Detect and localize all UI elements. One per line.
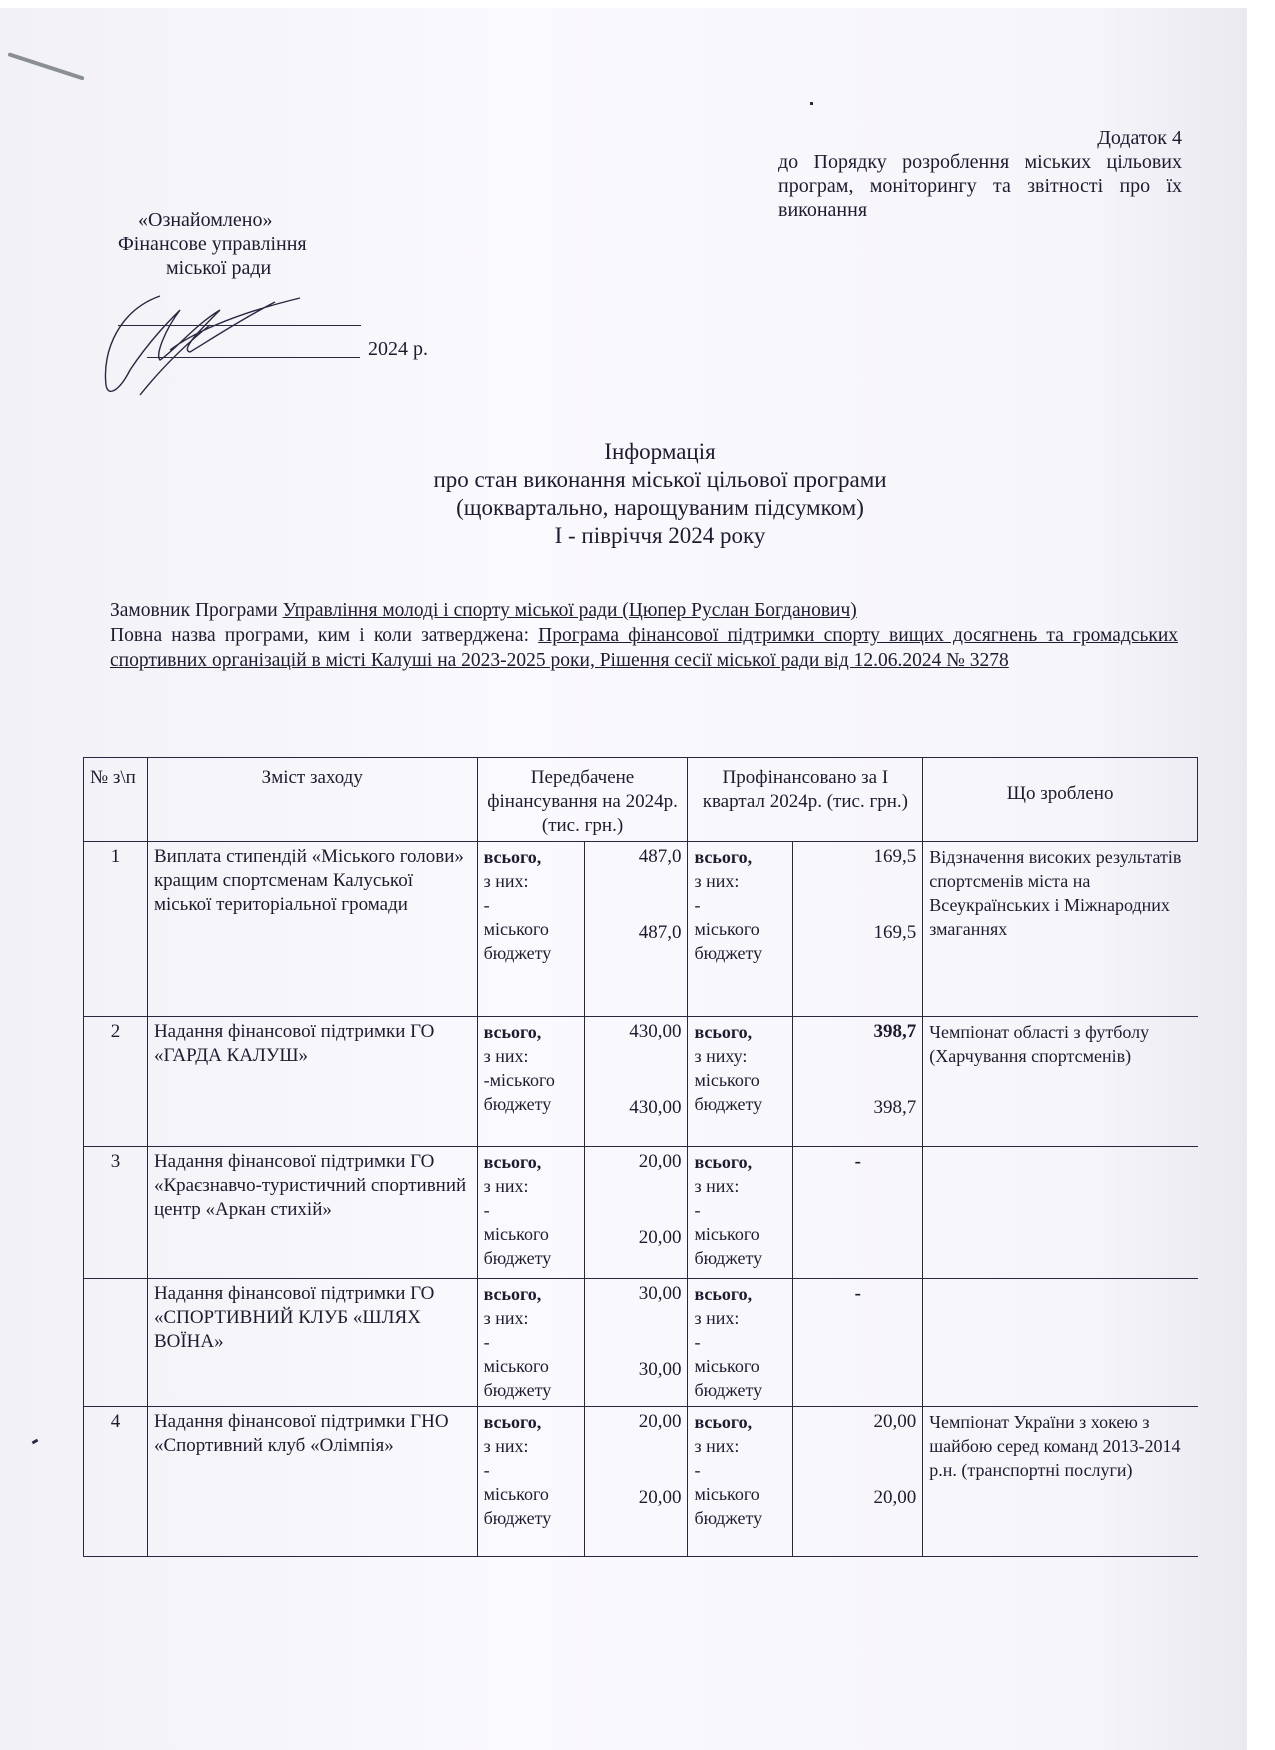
planned-label-breakdown: з них: -міського бюджету bbox=[483, 1046, 555, 1114]
title-line-4: І - півріччя 2024 року bbox=[554, 523, 766, 548]
funded-label-total: всього, bbox=[694, 1284, 753, 1304]
header-num: № з\п bbox=[84, 758, 148, 842]
planned-label-cell bbox=[477, 1147, 584, 1279]
funded-total-value: 398,7 bbox=[873, 1021, 917, 1042]
customer-value: Управління молоді і спорту міської ради (Цюпер Руслан Богданович) bbox=[282, 600, 857, 621]
funded-value-cell bbox=[793, 1407, 923, 1557]
scan-edge-right bbox=[1247, 0, 1275, 1750]
funded-value-cell bbox=[793, 842, 923, 1017]
row-result bbox=[923, 1147, 1198, 1279]
planned-label-breakdown: з них: - міського бюджету bbox=[483, 1308, 552, 1400]
planned-label-cell bbox=[477, 1279, 584, 1407]
planned-label-total: всього, bbox=[483, 847, 542, 867]
planned-label-total: всього, bbox=[483, 1022, 542, 1042]
funded-label-breakdown: з них: - міського бюджету bbox=[694, 1308, 763, 1400]
scan-dot bbox=[810, 102, 813, 105]
header-funded: Профінансовано за І квартал 2024р. (тис. грн.) bbox=[688, 758, 923, 842]
row-content: Надання фінансової підтримки ГО «СПОРТИВНИЙ КЛУБ «ШЛЯХ ВОЇНА» bbox=[147, 1279, 477, 1407]
row-result: Чемпіонат області з футболу (Харчування спортсменів) bbox=[923, 1017, 1198, 1147]
signature-year: 2024 р. bbox=[368, 338, 428, 360]
row-number bbox=[84, 1279, 148, 1407]
row-number: 4 bbox=[84, 1407, 148, 1557]
funded-label-cell bbox=[688, 1407, 793, 1557]
funded-label-cell bbox=[688, 842, 793, 1017]
title-line-2: про стан виконання міської цільової програми bbox=[433, 467, 887, 492]
header-planned: Передбачене фінансування на 2024р. (тис. грн.) bbox=[477, 758, 688, 842]
planned-label-cell bbox=[477, 842, 584, 1017]
planned-city-budget-value: 20,00 bbox=[638, 1227, 682, 1248]
planned-city-budget-value: 487,0 bbox=[638, 922, 682, 943]
signature-line bbox=[118, 325, 361, 326]
planned-total-value: 30,00 bbox=[638, 1283, 682, 1304]
row-result: Чемпіонат України з хокею з шайбою серед команд 2013-2014 р.н. (транспортні послуги) bbox=[923, 1407, 1198, 1557]
planned-city-budget-value: 20,00 bbox=[638, 1487, 682, 1508]
addendum-text: до Порядку розроблення міських цільових програм, моніторингу та звітності про їх виконання bbox=[778, 151, 1182, 221]
planned-value-cell bbox=[584, 842, 688, 1017]
planned-value-cell bbox=[584, 1407, 688, 1557]
funded-total-value: 169,5 bbox=[873, 846, 917, 867]
table-header-row bbox=[84, 758, 1198, 842]
funded-label-total: всього, bbox=[694, 1022, 753, 1042]
funded-city-budget-value: 20,00 bbox=[873, 1487, 917, 1508]
table-row bbox=[84, 1017, 1198, 1147]
title-line-1: Інформація bbox=[604, 439, 716, 464]
row-content: Виплата стипендій «Міського голови» кращим спортсменам Калуської міської територіальної громади bbox=[147, 842, 477, 1017]
row-content: Надання фінансової підтримки ГНО «Спортивний клуб «Олімпія» bbox=[147, 1407, 477, 1557]
table-row bbox=[84, 842, 1198, 1017]
addendum-title: Додаток 4 bbox=[1097, 127, 1182, 149]
handwritten-signature bbox=[100, 290, 330, 400]
funded-label-total: всього, bbox=[694, 847, 753, 867]
table-row bbox=[84, 1407, 1198, 1557]
planned-city-budget-value: 30,00 bbox=[638, 1359, 682, 1380]
program-label: Повна назва програми, ким і коли затверджена: bbox=[110, 625, 530, 646]
program-meta bbox=[110, 598, 1178, 673]
row-content: Надання фінансової підтримки ГО «ГАРДА КАЛУШ» bbox=[147, 1017, 477, 1147]
title-line-3: (щоквартально, нарощуваним підсумком) bbox=[456, 495, 864, 520]
addendum-block bbox=[778, 126, 1182, 222]
planned-total-value: 20,00 bbox=[638, 1411, 682, 1432]
funded-label-breakdown: з ниху: міського бюджету bbox=[694, 1046, 763, 1114]
funded-label-total: всього, bbox=[694, 1412, 753, 1432]
row-number: 2 bbox=[84, 1017, 148, 1147]
header-content: Зміст заходу bbox=[147, 758, 477, 842]
planned-total-value: 430,00 bbox=[629, 1021, 682, 1042]
planned-city-budget-value: 430,00 bbox=[629, 1097, 682, 1118]
row-result bbox=[923, 1279, 1198, 1407]
row-result: Відзначення високих результатів спортсменів міста на Всеукраїнських і Міжнародних змаганнях bbox=[923, 842, 1198, 1017]
approval-department: Фінансове управління bbox=[118, 233, 307, 255]
planned-label-total: всього, bbox=[483, 1152, 542, 1172]
planned-label-breakdown: з них: - міського бюджету bbox=[483, 871, 552, 963]
funded-label-breakdown: з них: - міського бюджету bbox=[694, 1176, 763, 1268]
funded-value-cell bbox=[793, 1279, 923, 1407]
planned-label-total: всього, bbox=[483, 1412, 542, 1432]
planned-value-cell bbox=[584, 1279, 688, 1407]
funded-label-breakdown: з них: - міського бюджету bbox=[694, 871, 763, 963]
planned-label-breakdown: з них: - міського бюджету bbox=[483, 1436, 552, 1528]
planned-label-total: всього, bbox=[483, 1284, 542, 1304]
planned-label-cell bbox=[477, 1017, 584, 1147]
planned-label-cell bbox=[477, 1407, 584, 1557]
funded-label-cell bbox=[688, 1017, 793, 1147]
funded-city-budget-value: 169,5 bbox=[873, 922, 917, 943]
funded-label-cell bbox=[688, 1147, 793, 1279]
program-value: Програма фінансової підтримки спорту вищих досягнень та громадських спортивних організацій в місті Калуші на 2023-2025 роки, Рішення сесії міської ради від 12.06.2024 № 3278 bbox=[110, 625, 1179, 671]
funded-city-budget-value: 398,7 bbox=[873, 1097, 917, 1118]
planned-total-value: 20,00 bbox=[638, 1151, 682, 1172]
customer-line bbox=[110, 598, 1178, 623]
planned-value-cell bbox=[584, 1147, 688, 1279]
execution-table bbox=[83, 757, 1198, 1557]
customer-label: Замовник Програми bbox=[110, 600, 278, 621]
row-number: 3 bbox=[84, 1147, 148, 1279]
program-line bbox=[110, 623, 1178, 673]
funded-value-cell bbox=[793, 1017, 923, 1147]
approval-block bbox=[110, 208, 470, 280]
planned-value-cell bbox=[584, 1017, 688, 1147]
approval-council: міської ради bbox=[166, 257, 272, 279]
date-line bbox=[147, 357, 360, 358]
approval-acknowledged: «Ознайомлено» bbox=[138, 209, 273, 231]
row-content: Надання фінансової підтримки ГО «Краєзнавчо-туристичний спортивний центр «Аркан стихій» bbox=[147, 1147, 477, 1279]
table-row bbox=[84, 1147, 1198, 1279]
funded-value-cell bbox=[793, 1147, 923, 1279]
planned-total-value: 487,0 bbox=[638, 846, 682, 867]
funded-total-value: - bbox=[854, 1151, 861, 1172]
funded-label-total: всього, bbox=[694, 1152, 753, 1172]
funded-total-value: 20,00 bbox=[873, 1411, 917, 1432]
header-done: Що зроблено bbox=[923, 758, 1198, 842]
document-title bbox=[340, 438, 980, 550]
planned-label-breakdown: з них: - міського бюджету bbox=[483, 1176, 552, 1268]
scan-edge-top bbox=[0, 0, 1275, 8]
funded-label-breakdown: з них: - міського бюджету bbox=[694, 1436, 763, 1528]
table-row bbox=[84, 1279, 1198, 1407]
funded-total-value: - bbox=[854, 1283, 861, 1304]
funded-label-cell bbox=[688, 1279, 793, 1407]
row-number: 1 bbox=[84, 842, 148, 1017]
